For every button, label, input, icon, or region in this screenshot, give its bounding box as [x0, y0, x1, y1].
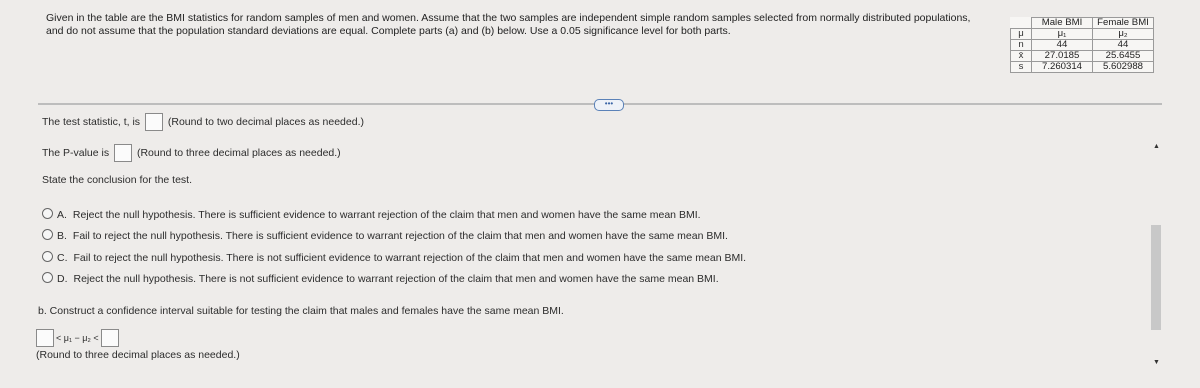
interval-lower-input[interactable] — [36, 329, 54, 347]
option-text: Fail to reject the null hypothesis. There is not sufficient evidence to warrant rejection of the claim that men and women have the same mean BMI. — [73, 252, 747, 264]
option-b[interactable] — [42, 229, 728, 242]
conclusion-prompt: State the conclusion for the test. — [42, 174, 193, 186]
radio-button[interactable] — [42, 229, 53, 240]
confidence-interval-line — [36, 329, 121, 347]
option-letter: A. — [57, 209, 67, 221]
table-row — [1011, 29, 1154, 40]
p-value-input[interactable] — [114, 144, 132, 162]
option-letter: B. — [57, 230, 67, 242]
row-symbol: μ — [1011, 29, 1032, 40]
scrollbar-thumb[interactable] — [1151, 225, 1161, 330]
radio-button[interactable] — [42, 208, 53, 219]
row-symbol: s — [1011, 62, 1032, 73]
male-value: μ₁ — [1032, 29, 1093, 40]
option-letter: C. — [57, 252, 68, 264]
test-statistic-input[interactable] — [145, 113, 163, 131]
row-symbol: n — [1011, 40, 1032, 51]
scroll-down-arrow[interactable]: ▼ — [1153, 359, 1160, 366]
female-value: 25.6455 — [1093, 51, 1154, 62]
bmi-statistics-table — [1010, 17, 1154, 73]
male-value: 44 — [1032, 40, 1093, 51]
female-value: μ₂ — [1093, 29, 1154, 40]
header-male-bmi: Male BMI — [1032, 18, 1093, 29]
female-value: 44 — [1093, 40, 1154, 51]
test-statistic-label: The test statistic, t, is — [42, 115, 141, 128]
male-value: 7.260314 — [1032, 62, 1093, 73]
expand-more-button[interactable]: ••• — [594, 99, 624, 111]
p-value-line — [42, 144, 341, 162]
row-symbol: x̄ — [1011, 51, 1032, 62]
p-value-label: The P-value is — [42, 146, 110, 159]
table-row — [1011, 40, 1154, 51]
option-text: Reject the null hypothesis. There is sufficient evidence to warrant rejection of the claim that men and women have the same mean BMI. — [72, 209, 701, 221]
option-c[interactable] — [42, 251, 746, 264]
option-text: Reject the null hypothesis. There is not sufficient evidence to warrant rejection of the claim that men and women have the same mean BMI. — [73, 273, 719, 285]
scroll-up-arrow[interactable]: ▲ — [1153, 143, 1160, 150]
part-b-hint: (Round to three decimal places as needed.) — [36, 349, 240, 361]
interval-expression: < μ₁ − μ₂ < — [56, 332, 99, 343]
table-row — [1011, 51, 1154, 62]
female-value: 5.602988 — [1093, 62, 1154, 73]
option-letter: D. — [57, 273, 68, 285]
option-a[interactable] — [42, 208, 701, 221]
header-female-bmi: Female BMI — [1093, 18, 1154, 29]
part-b-prompt: b. Construct a confidence interval suitable for testing the claim that males and females have the same mean BMI. — [38, 305, 564, 317]
p-value-hint: (Round to three decimal places as needed.) — [136, 146, 341, 159]
interval-upper-input[interactable] — [101, 329, 119, 347]
radio-button[interactable] — [42, 251, 53, 262]
table-row — [1011, 62, 1154, 73]
radio-button[interactable] — [42, 272, 53, 283]
test-statistic-line — [42, 113, 364, 131]
option-d[interactable] — [42, 272, 719, 285]
test-statistic-hint: (Round to two decimal places as needed.) — [167, 115, 364, 128]
question-prompt: Given in the table are the BMI statistics for random samples of men and women. Assume that the two samples are independent simple random samples selected from normally distributed populations, and do not assume that the population standard deviations are equal. Complete parts (a) and (b) below. Use a 0.05 significance level for both parts. — [46, 12, 971, 37]
male-value: 27.0185 — [1032, 51, 1093, 62]
option-text: Fail to reject the null hypothesis. There is sufficient evidence to warrant rejection of the claim that men and women have the same mean BMI. — [72, 230, 728, 242]
